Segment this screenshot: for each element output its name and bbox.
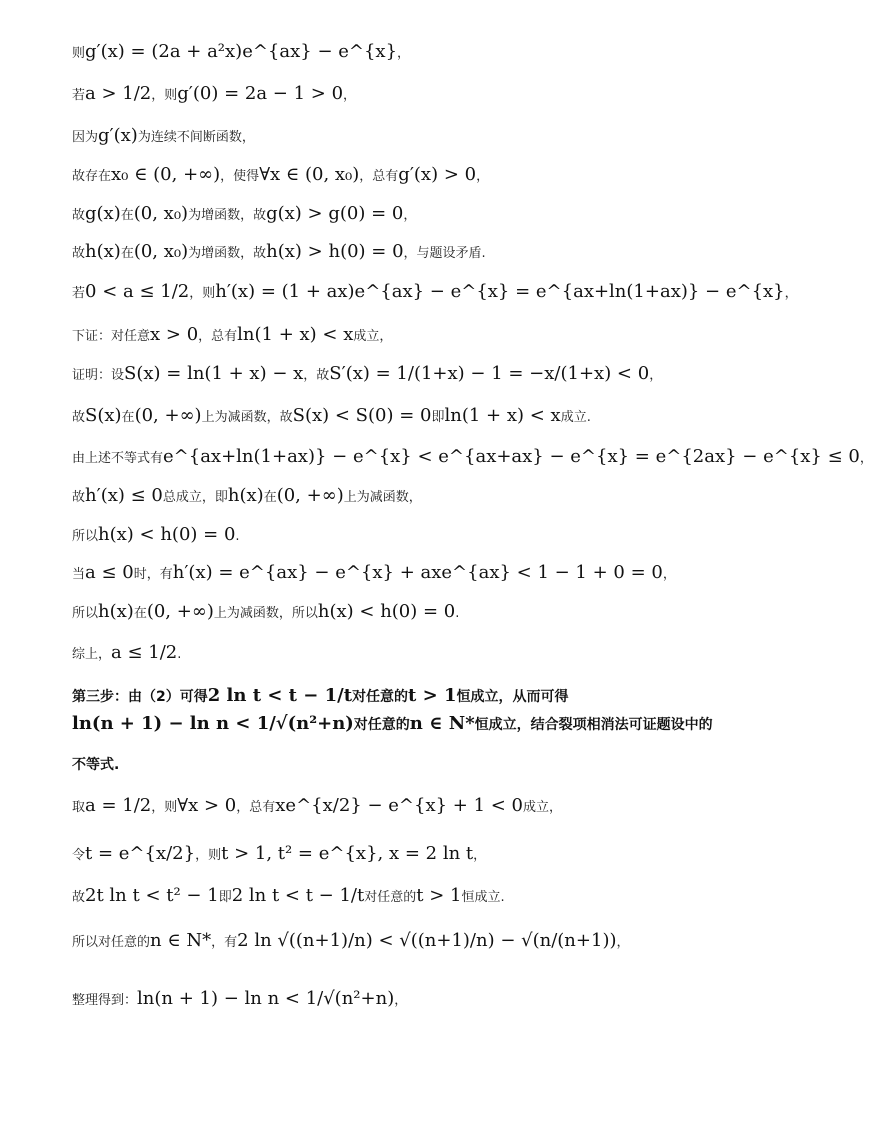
math-expression: (0, +∞) — [276, 485, 344, 506]
text-fragment: ， — [343, 88, 357, 103]
text-fragment: ，总有 — [198, 329, 238, 344]
text-fragment: 在 — [121, 410, 135, 425]
text-fragment: 在 — [120, 208, 134, 223]
math-expression: h′(x) = (1 + ax)e^{ax} − e^{x} = e^{ax+ln(1+ax)} − e^{x} — [215, 281, 785, 302]
solution-line — [72, 988, 754, 1010]
math-expression: t = e^{x/2} — [85, 843, 196, 864]
text-fragment: . — [455, 606, 460, 621]
text-fragment: 令 — [72, 848, 86, 863]
math-expression: n ∈ N* — [409, 713, 475, 734]
math-expression: (0, x₀) — [133, 241, 189, 262]
math-expression: t > 1, t² = e^{x}, x = 2 ln t — [221, 843, 474, 864]
math-expression: h(x) > h(0) = 0 — [266, 241, 404, 262]
text-fragment: 时，有 — [133, 567, 173, 582]
text-fragment: ，则 — [151, 800, 178, 815]
text-fragment: 综上， — [72, 647, 112, 662]
solution-line — [72, 754, 754, 774]
text-fragment: . — [177, 647, 182, 662]
text-fragment: 在 — [263, 490, 277, 505]
text-fragment: ，则 — [189, 286, 216, 301]
text-fragment: 对任意的 — [353, 717, 410, 733]
math-expression: t > 1 — [416, 885, 462, 906]
math-expression: S(x) = ln(1 + x) − x — [124, 363, 304, 384]
text-fragment: 即 — [431, 410, 445, 425]
math-expression: 2 ln t < t − 1/t — [207, 685, 353, 706]
math-expression: h(x) — [98, 601, 134, 622]
text-fragment: 当 — [72, 567, 86, 582]
math-expression: h(x) < h(0) = 0 — [98, 524, 236, 545]
solution-line — [72, 485, 754, 507]
math-expression: a = 1/2 — [85, 795, 152, 816]
math-expression: 2 ln t < t − 1/t — [231, 885, 365, 906]
math-expression: ln(n + 1) − ln n < 1/√(n²+n) — [137, 988, 395, 1009]
text-fragment: ， — [662, 567, 676, 582]
math-expression: h′(x) = e^{ax} − e^{x} + axe^{ax} < 1 − 1 + 0 = 0 — [172, 562, 663, 583]
text-fragment: 下证：对任意 — [72, 329, 151, 344]
math-expression: h(x) — [85, 241, 121, 262]
solution-line — [72, 281, 798, 303]
solution-line — [72, 41, 754, 63]
solution-line — [72, 446, 873, 468]
math-expression: 0 < a ≤ 1/2 — [85, 281, 190, 302]
text-fragment: 成立， — [353, 329, 393, 344]
text-fragment: ， — [784, 286, 798, 301]
text-fragment: ，与题设矛盾. — [403, 246, 486, 261]
math-expression: a > 1/2 — [85, 83, 152, 104]
text-fragment: 在 — [120, 246, 134, 261]
text-fragment: ，总有 — [236, 800, 276, 815]
math-expression: h(x) — [227, 485, 264, 506]
math-expression: h′(x) ≤ 0 — [85, 485, 163, 506]
math-expression: S(x) < S(0) = 0 — [292, 405, 432, 426]
text-fragment: ， — [476, 169, 490, 184]
solution-line — [72, 203, 754, 225]
text-fragment: . — [235, 529, 240, 544]
math-expression: a ≤ 0 — [85, 562, 134, 583]
math-expression: a ≤ 1/2 — [111, 642, 178, 663]
text-fragment: 对任意的 — [364, 890, 417, 905]
text-fragment: 上为减函数，所以 — [213, 606, 318, 621]
solution-line — [72, 562, 754, 584]
solution-line — [72, 713, 754, 735]
text-fragment: 所以 — [72, 606, 99, 621]
solution-line — [72, 241, 754, 263]
text-fragment: 故 — [72, 890, 86, 905]
text-fragment: 若 — [72, 88, 86, 103]
text-fragment: 故 — [72, 490, 86, 505]
math-expression: ln(n + 1) − ln n < 1/√(n²+n) — [72, 713, 354, 734]
math-expression: g′(x) = (2a + a²x)e^{ax} − e^{x} — [85, 41, 398, 62]
text-fragment: ，使得 — [220, 169, 260, 184]
text-fragment: 为增函数，故 — [188, 246, 267, 261]
text-fragment: 若 — [72, 286, 86, 301]
text-fragment: ，则 — [151, 88, 178, 103]
math-expression: t > 1 — [408, 685, 457, 706]
solution-line — [72, 685, 754, 707]
text-fragment: 整理得到： — [72, 993, 138, 1008]
text-fragment: ， — [649, 368, 663, 383]
math-expression: (0, +∞) — [134, 405, 202, 426]
text-fragment: 为增函数，故 — [188, 208, 267, 223]
text-fragment: 上为减函数， — [343, 490, 422, 505]
text-fragment: 在 — [133, 606, 147, 621]
solution-line — [72, 164, 754, 186]
math-expression: g(x) — [85, 203, 121, 224]
text-fragment: 所以 — [72, 529, 99, 544]
text-fragment: ， — [397, 46, 411, 61]
solution-line — [72, 125, 754, 147]
solution-line — [72, 601, 754, 623]
text-fragment: 故存在 — [72, 169, 112, 184]
math-expression: ∀x > 0 — [177, 795, 237, 816]
math-expression: g′(x) > 0 — [398, 164, 477, 185]
math-expression: g′(x) — [98, 125, 138, 146]
text-fragment: 证明：设 — [72, 368, 125, 383]
solution-line — [72, 524, 754, 546]
text-fragment: 则 — [72, 46, 86, 61]
text-fragment: ， — [473, 848, 487, 863]
solution-line — [72, 795, 754, 817]
text-fragment: ， — [394, 993, 408, 1008]
text-fragment: 故 — [72, 246, 86, 261]
text-fragment: 由上述不等式有 — [72, 451, 164, 466]
math-expression: S(x) — [85, 405, 122, 426]
text-fragment: ，总有 — [359, 169, 399, 184]
text-fragment: 恒成立，结合裂项相消法可证题设中的 — [474, 717, 713, 733]
text-fragment: ， — [403, 208, 417, 223]
text-fragment: ， — [616, 935, 630, 950]
math-expression: ∀x ∈ (0, x₀) — [259, 164, 360, 185]
solution-line — [72, 324, 754, 346]
text-fragment: 取 — [72, 800, 86, 815]
math-expression: S′(x) = 1/(1+x) − 1 = −x/(1+x) < 0 — [329, 363, 650, 384]
text-fragment: ，则 — [195, 848, 222, 863]
solution-line — [72, 885, 754, 907]
text-fragment: 成立. — [560, 410, 591, 425]
math-expression: ln(1 + x) < x — [444, 405, 561, 426]
solution-line — [72, 363, 754, 385]
solution-line — [72, 642, 754, 664]
solution-line — [72, 405, 754, 427]
text-fragment: 恒成立，从而可得 — [456, 689, 569, 705]
solution-line — [72, 930, 754, 952]
math-expression: (0, x₀) — [133, 203, 189, 224]
math-expression: e^{ax+ln(1+ax)} − e^{x} < e^{ax+ax} − e^{x} = e^{2ax} − e^{x} ≤ 0 — [163, 446, 860, 467]
math-expression: x > 0 — [150, 324, 199, 345]
text-fragment: 因为 — [72, 130, 99, 145]
text-fragment: 总成立，即 — [162, 490, 228, 505]
text-fragment: 第三步：由（2）可得 — [72, 689, 208, 705]
text-fragment: 故 — [72, 410, 86, 425]
solution-line — [72, 83, 754, 105]
text-fragment: ，故 — [303, 368, 330, 383]
text-fragment: 所以对任意的 — [72, 935, 151, 950]
math-expression: xe^{x/2} − e^{x} + 1 < 0 — [275, 795, 524, 816]
math-expression: n ∈ N* — [150, 930, 212, 951]
text-fragment: ， — [859, 451, 873, 466]
text-fragment: 上为减函数，故 — [201, 410, 293, 425]
text-fragment: 为连续不间断函数， — [137, 130, 255, 145]
text-fragment: ，有 — [211, 935, 238, 950]
math-expression: 2t ln t < t² − 1 — [85, 885, 219, 906]
text-fragment: 对任意的 — [352, 689, 409, 705]
math-expression: (0, +∞) — [146, 601, 214, 622]
math-expression: x₀ ∈ (0, +∞) — [111, 164, 221, 185]
math-expression: 2 ln √((n+1)/n) < √((n+1)/n) − √(n/(n+1)) — [237, 930, 617, 951]
math-expression: ln(1 + x) < x — [237, 324, 354, 345]
math-expression: h(x) < h(0) = 0 — [317, 601, 456, 622]
text-fragment: 成立， — [523, 800, 563, 815]
text-fragment: 即 — [218, 890, 232, 905]
text-fragment: 恒成立. — [461, 890, 505, 905]
math-expression: g′(0) = 2a − 1 > 0 — [177, 83, 344, 104]
text-fragment: 故 — [72, 208, 86, 223]
math-expression: g(x) > g(0) = 0 — [266, 203, 404, 224]
solution-line — [72, 843, 754, 865]
text-fragment: 不等式. — [72, 757, 120, 773]
